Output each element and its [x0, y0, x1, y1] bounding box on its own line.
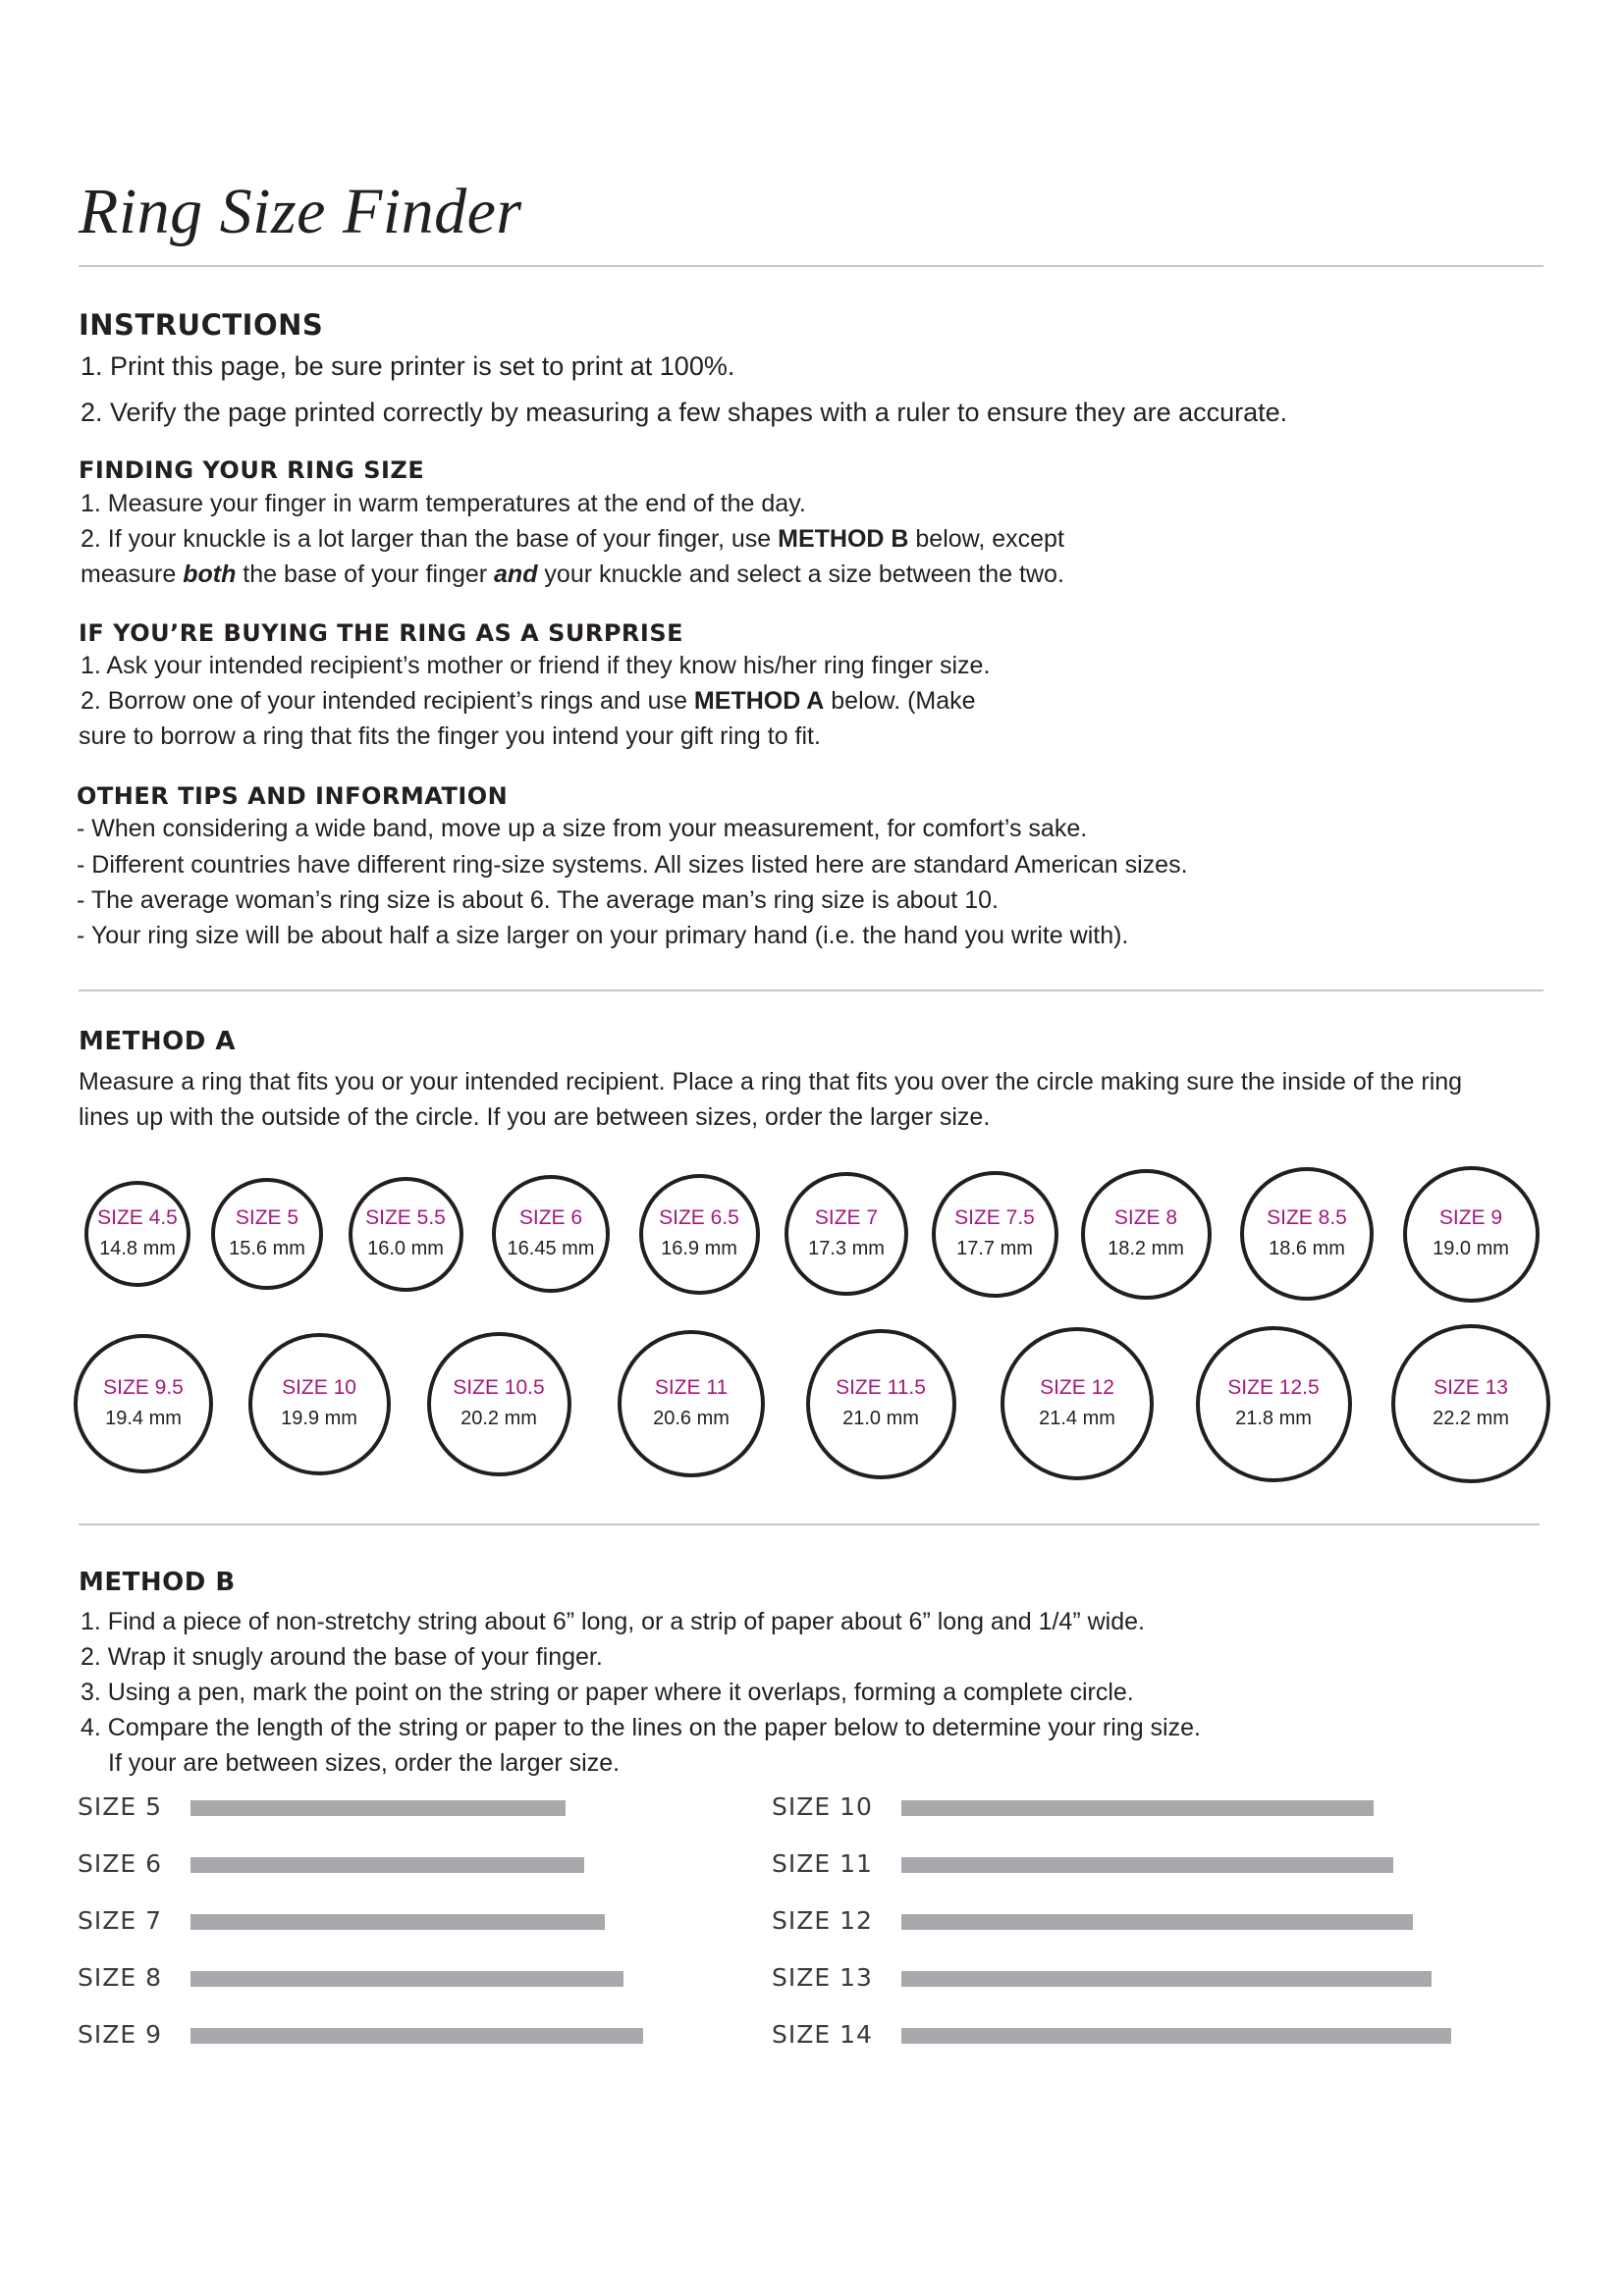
- size-bar: [190, 1971, 623, 1987]
- ring-circle: [932, 1171, 1058, 1298]
- ring-diameter-label: 18.2 mm: [1108, 1238, 1184, 1259]
- ring-circle: [427, 1332, 571, 1476]
- text-span: below, except: [908, 525, 1064, 553]
- method-a-desc: Measure a ring that fits you or your intended recipient. Place a ring that fits you over the circle making sure the inside of the ring: [79, 1068, 1463, 1095]
- ring-size-label: SIZE 9.5: [103, 1376, 184, 1399]
- bar-size-label: SIZE 12: [772, 1906, 873, 1935]
- ring-diameter-label: 17.7 mm: [956, 1238, 1033, 1259]
- ring-size-label: SIZE 9: [1438, 1206, 1503, 1229]
- ring-size-label: SIZE 8.5: [1267, 1206, 1347, 1229]
- size-bar: [901, 1914, 1413, 1930]
- tip-item: - The average woman’s ring size is about 6. The average man’s ring size is about 10.: [77, 886, 999, 914]
- bar-size-label: SIZE 7: [78, 1906, 163, 1935]
- bar-size-label: SIZE 9: [78, 2020, 163, 2049]
- ring-circle: [1081, 1169, 1212, 1300]
- method-b-item: 1. Find a piece of non-stretchy string about 6” long, or a strip of paper about 6” long and 1/4” wide.: [81, 1608, 1145, 1635]
- text-span: below. (Make: [824, 687, 976, 715]
- page-title: Ring Size Finder: [79, 176, 522, 247]
- ring-circle: [1196, 1326, 1352, 1482]
- ring-diameter-label: 16.45 mm: [507, 1238, 595, 1259]
- bar-size-label: SIZE 11: [772, 1849, 873, 1878]
- emphasis-both: both: [183, 561, 237, 588]
- method-b-item-cont: If your are between sizes, order the larger size.: [108, 1749, 621, 1777]
- ring-diameter-label: 19.0 mm: [1433, 1238, 1509, 1259]
- ring-circle: [74, 1334, 213, 1473]
- ring-circle: [618, 1330, 765, 1477]
- tip-item: - Different countries have different ring-size systems. All sizes listed here are standard American sizes.: [77, 851, 1188, 879]
- ring-size-label: SIZE 12.5: [1227, 1376, 1320, 1399]
- ring-circle: [1001, 1327, 1154, 1480]
- ring-diameter-label: 21.0 mm: [842, 1408, 919, 1429]
- bar-size-label: SIZE 8: [78, 1963, 163, 1992]
- ring-diameter-label: 18.6 mm: [1269, 1238, 1345, 1259]
- title-divider: [79, 265, 1543, 267]
- tips-heading: OTHER TIPS AND INFORMATION: [77, 782, 509, 810]
- ring-size-label: SIZE 13: [1434, 1376, 1508, 1399]
- method-b-item: 3. Using a pen, mark the point on the string or paper where it overlaps, forming a complete circle.: [81, 1679, 1134, 1706]
- finding-item: [81, 525, 1064, 554]
- finding-heading: FINDING YOUR RING SIZE: [79, 456, 425, 484]
- ring-size-label: SIZE 10: [282, 1376, 356, 1399]
- ring-diameter-label: 14.8 mm: [99, 1238, 176, 1259]
- ring-circle: [1240, 1167, 1374, 1301]
- ring-diameter-label: 17.3 mm: [808, 1238, 885, 1259]
- size-bar: [901, 1971, 1432, 1987]
- text-span: the base of your finger: [236, 561, 495, 588]
- ring-diameter-label: 19.4 mm: [105, 1408, 182, 1429]
- instruction-item: 1. Print this page, be sure printer is set to print at 100%.: [81, 351, 735, 381]
- method-b-item: 4. Compare the length of the string or paper to the lines on the paper below to determine your ring size.: [81, 1714, 1201, 1741]
- bar-size-label: SIZE 14: [772, 2020, 873, 2049]
- finding-item-cont: [81, 561, 1064, 589]
- size-bar: [901, 1800, 1374, 1816]
- bar-size-label: SIZE 13: [772, 1963, 873, 1992]
- size-bar: [190, 1800, 566, 1816]
- text-span: 2. Borrow one of your intended recipient’s rings and use: [81, 687, 694, 715]
- ring-size-label: SIZE 7: [814, 1206, 879, 1229]
- bar-size-label: SIZE 6: [78, 1849, 163, 1878]
- text-span: 2. If your knuckle is a lot larger than the base of your finger, use: [81, 525, 779, 553]
- ring-circle: [492, 1175, 610, 1293]
- ring-circle: [1391, 1324, 1550, 1483]
- surprise-item: [81, 687, 976, 716]
- ring-circle: [248, 1333, 391, 1475]
- ring-size-label: SIZE 11.5: [836, 1376, 926, 1399]
- method-a-desc: lines up with the outside of the circle. If you are between sizes, order the larger size.: [79, 1103, 991, 1131]
- finding-item: 1. Measure your finger in warm temperatures at the end of the day.: [81, 490, 806, 517]
- ring-diameter-label: 20.2 mm: [460, 1408, 537, 1429]
- ring-circle: [806, 1329, 956, 1479]
- surprise-item-cont: sure to borrow a ring that fits the finger you intend your gift ring to fit.: [79, 722, 821, 750]
- ring-circle: [84, 1181, 190, 1287]
- ring-size-label: SIZE 6.5: [659, 1206, 739, 1229]
- ring-diameter-label: 22.2 mm: [1433, 1408, 1509, 1429]
- ring-size-label: SIZE 7.5: [954, 1206, 1035, 1229]
- ring-diameter-label: 20.6 mm: [653, 1408, 730, 1429]
- ring-circle: [211, 1178, 323, 1290]
- method-b-item: 2. Wrap it snugly around the base of your finger.: [81, 1643, 603, 1671]
- size-bar: [190, 2028, 643, 2044]
- instruction-item: 2. Verify the page printed correctly by measuring a few shapes with a ruler to ensure they are accurate.: [81, 398, 1288, 427]
- ring-size-label: SIZE 4.5: [97, 1206, 178, 1229]
- ring-size-label: SIZE 6: [518, 1206, 583, 1229]
- emphasis-and: and: [494, 561, 538, 588]
- section-divider: [79, 1523, 1540, 1525]
- ring-size-label: SIZE 5.5: [365, 1206, 446, 1229]
- ring-diameter-label: 16.9 mm: [661, 1238, 737, 1259]
- ring-circle: [639, 1174, 760, 1295]
- method-a-heading: METHOD A: [79, 1027, 236, 1056]
- method-a-ref: METHOD A: [693, 687, 825, 715]
- surprise-item: 1. Ask your intended recipient’s mother or friend if they know his/her ring finger size.: [81, 652, 991, 679]
- ring-size-label: SIZE 8: [1113, 1206, 1178, 1229]
- ring-size-label: SIZE 10.5: [453, 1376, 545, 1399]
- size-bar: [190, 1914, 605, 1930]
- size-bar: [901, 1857, 1393, 1873]
- text-span: measure: [81, 561, 184, 588]
- ring-size-label: SIZE 12: [1040, 1376, 1114, 1399]
- ring-size-label: SIZE 11: [654, 1376, 729, 1399]
- ring-diameter-label: 15.6 mm: [229, 1238, 305, 1259]
- ring-circle: [1403, 1166, 1540, 1303]
- ring-diameter-label: 21.4 mm: [1039, 1408, 1115, 1429]
- size-bar: [901, 2028, 1451, 2044]
- bar-size-label: SIZE 5: [78, 1792, 163, 1821]
- section-divider: [79, 989, 1543, 991]
- instructions-heading: INSTRUCTIONS: [79, 308, 324, 342]
- tip-item: - Your ring size will be about half a size larger on your primary hand (i.e. the hand you write with).: [77, 922, 1129, 949]
- ring-diameter-label: 21.8 mm: [1235, 1408, 1312, 1429]
- method-b-heading: METHOD B: [79, 1568, 236, 1597]
- tip-item: - When considering a wide band, move up a size from your measurement, for comfort’s sake.: [77, 815, 1088, 842]
- text-span: your knuckle and select a size between the two.: [537, 561, 1064, 588]
- method-b-ref: METHOD B: [778, 525, 909, 553]
- size-bar: [190, 1857, 584, 1873]
- ring-circle: [785, 1172, 908, 1296]
- surprise-heading: IF YOU’RE BUYING THE RING AS A SURPRISE: [79, 619, 684, 647]
- ring-circle: [349, 1177, 463, 1292]
- ring-diameter-label: 16.0 mm: [367, 1238, 444, 1259]
- ring-diameter-label: 19.9 mm: [281, 1408, 357, 1429]
- bar-size-label: SIZE 10: [772, 1792, 873, 1821]
- ring-size-label: SIZE 5: [235, 1206, 299, 1229]
